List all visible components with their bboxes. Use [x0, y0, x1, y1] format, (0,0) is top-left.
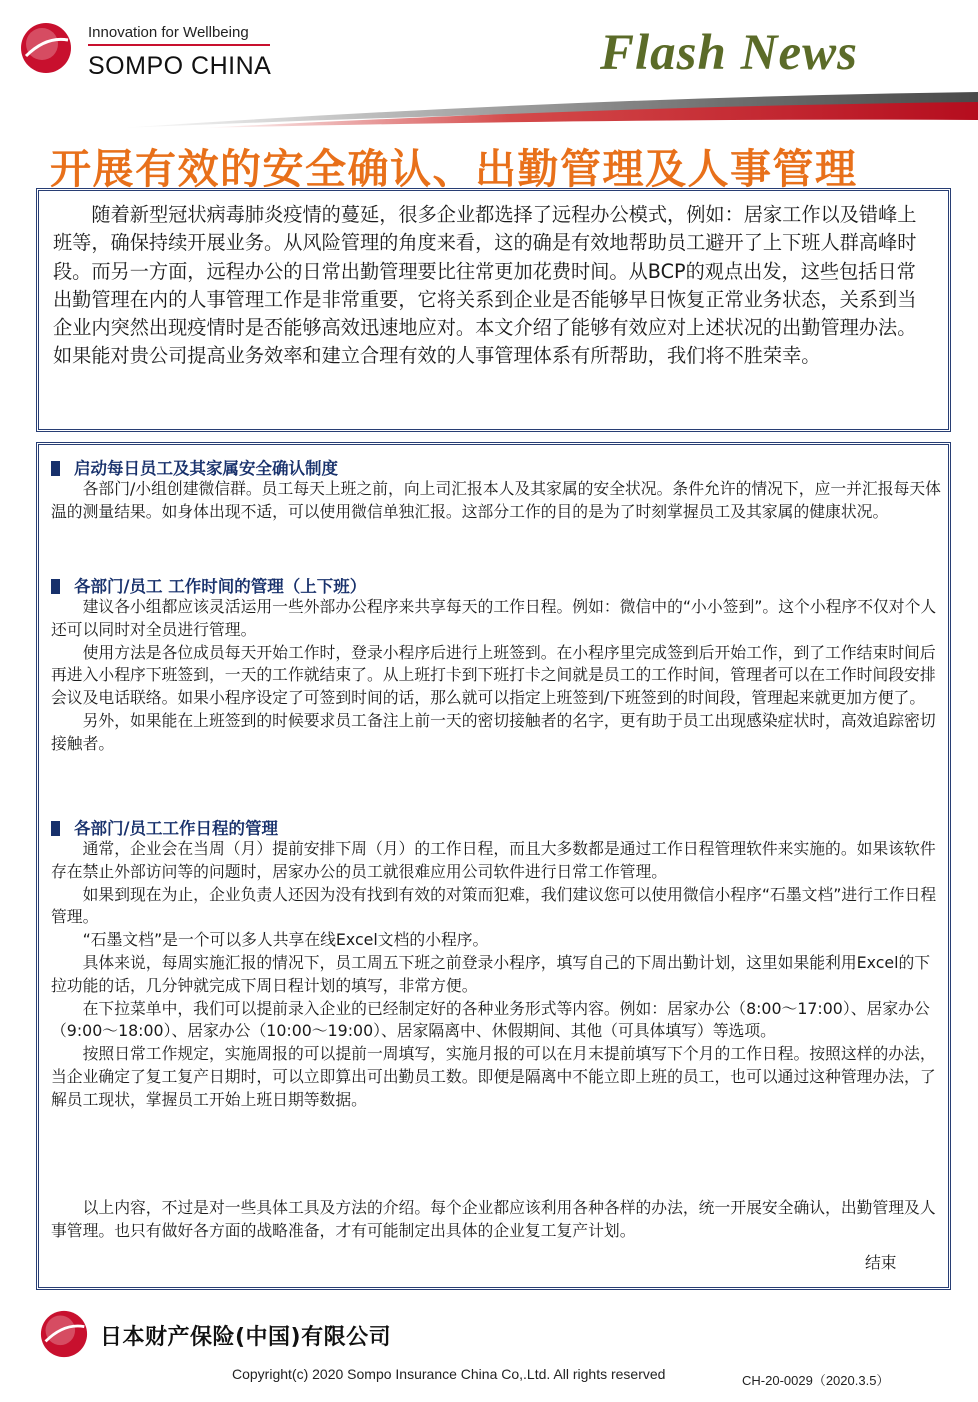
conclusion [51, 1197, 941, 1243]
paragraph: 另外，如果能在上班签到的时候要求员工备注上前一天的密切接触者的名字，更有助于员工出现感染症状时，高效追踪密切接触者。 [51, 710, 936, 753]
heading-square-icon [51, 579, 60, 594]
end-mark: 结束 [865, 1253, 897, 1272]
tagline: Innovation for Wellbeing [88, 24, 249, 41]
section-heading-text: 启动每日员工及其家属安全确认制度 [74, 459, 338, 478]
section-body [51, 838, 941, 1112]
paragraph: 按照日常工作规定，实施周报的可以提前一周填写，实施月报的可以在月末提前填写下个月的工作日程。按照这样的办法，当企业确定了复工复产日期时，可以立即算出可出勤员工数。即便是隔离中不能立即上班的员工，也可以通过这种管理办法，了解员工现状，掌握员工开始上班日期等数据。 [51, 1044, 936, 1109]
heading-square-icon [51, 821, 60, 836]
paragraph: 通常，企业会在当周（月）提前安排下周（月）的工作日程，而且大多数都是通过工作日程管理软件来实施的。如果该软件存在禁止外部访问等的问题时，居家办公的员工就很难应用公司软件进行日常工作管理。 [51, 839, 936, 881]
section-heading [51, 815, 278, 839]
paragraph: 具体来说，每周实施汇报的情况下，员工周五下班之前登录小程序，填写自己的下周出勤计划，这里如果能利用Excel的下拉功能的话，几分钟就完成下周日程计划的填写，非常方便。 [51, 952, 931, 995]
section-heading-text: 各部门/员工 工作时间的管理（上下班） [74, 577, 367, 596]
paragraph: 如果到现在为止，企业负责人还因为没有找到有效的对策而犯难，我们建议您可以使用微信小程序“石墨文档”进行工作日程管理。 [51, 884, 937, 927]
conclusion-paragraph: 以上内容，不过是对一些具体工具及方法的介绍。每个企业都应该利用各种各样的办法，统一开展安全确认，出勤管理及人事管理。也只有做好各方面的战略准备，才有可能制定出具体的企业复工复产计划。 [51, 1198, 936, 1240]
section-body [51, 478, 941, 524]
intro-box [36, 188, 951, 432]
paragraph: “石墨文档”是一个可以多人共享在线Excel文档的小程序。 [82, 930, 489, 950]
body-box [36, 442, 951, 1290]
intro-paragraph: 随着新型冠状病毒肺炎疫情的蔓延，很多企业都选择了远程办公模式，例如：居家工作以及错峰上班等，确保持续开展业务。从风险管理的角度来看，这的确是有效地帮助员工避开了上下班人群高峰时段。而另一方面，远程办公的日常出勤管理要比往常更加花费时间。从BCP的观点出发，这些包括日常出勤管理在内的人事管理工作是非常重要，它将关系到企业是否能够早日恢复正常业务状态，关系到当企业内突然出现疫情时是否能够高效迅速地应对。本文介绍了能够有效应对上述状况的出勤管理办法。如果能对贵公司提高业务效率和建立合理有效的人事管理体系有所帮助，我们将不胜荣幸。 [53, 203, 917, 368]
document-number: CH-20-0029（2020.3.5） [742, 1373, 890, 1388]
sompo-logo-icon [40, 1310, 88, 1358]
company-name-en: SOMPO CHINA [88, 52, 272, 80]
section-heading [51, 573, 366, 597]
section-heading [51, 455, 338, 479]
section-heading-text: 各部门/员工工作日程的管理 [74, 819, 279, 838]
page-title: 开展有效的安全确认、出勤管理及人事管理 [50, 145, 858, 193]
paragraph: 在下拉菜单中，我们可以提前录入企业的已经制定好的各种业务形式等内容。例如：居家办公（8:00～17:00）、居家办公（9:00～18:00）、居家办公（10:00～19:00）、居家隔离中、休假期间、其他（可具体填写）等选项。 [51, 998, 930, 1041]
section-body [51, 596, 941, 756]
company-name-cn: 日本财产保险(中国)有限公司 [100, 1325, 392, 1350]
tagline-divider [88, 44, 270, 46]
intro-text [53, 201, 933, 371]
heading-square-icon [51, 461, 60, 476]
copyright: Copyright(c) 2020 Sompo Insurance China Co,.Ltd. All rights reserved [232, 1366, 666, 1382]
paragraph: 各部门/小组创建微信群。员工每天上班之前，向上司汇报本人及其家属的安全状况。条件允许的情况下，应一并汇报每天体温的测量结果。如身体出现不适，可以使用微信单独汇报。这部分工作的目的是为了时刻掌握员工及其家属的健康状况。 [51, 479, 941, 521]
paragraph: 使用方法是各位成员每天开始工作时，登录小程序后进行上班签到。在小程序里完成签到后开始工作，到了工作结束时间后再进入小程序下班签到，一天的工作就结束了。从上班打卡到下班打卡之间就是员工的工作时间，管理者可以在工作时间段安排会议及电话联络。如果小程序设定了可签到时间的话，那么就可以指定上班签到/下班签到的时间段，管理起来就更加方便了。 [51, 642, 936, 708]
header-swoosh-decoration [0, 88, 978, 128]
sompo-logo-icon [20, 22, 72, 74]
paragraph: 建议各小组都应该灵活运用一些外部办公程序来共享每天的工作日程。例如：微信中的“小小签到”。这个小程序不仅对个人还可以同时对全员进行管理。 [51, 597, 937, 639]
flash-news-banner: Flash News [600, 25, 858, 81]
